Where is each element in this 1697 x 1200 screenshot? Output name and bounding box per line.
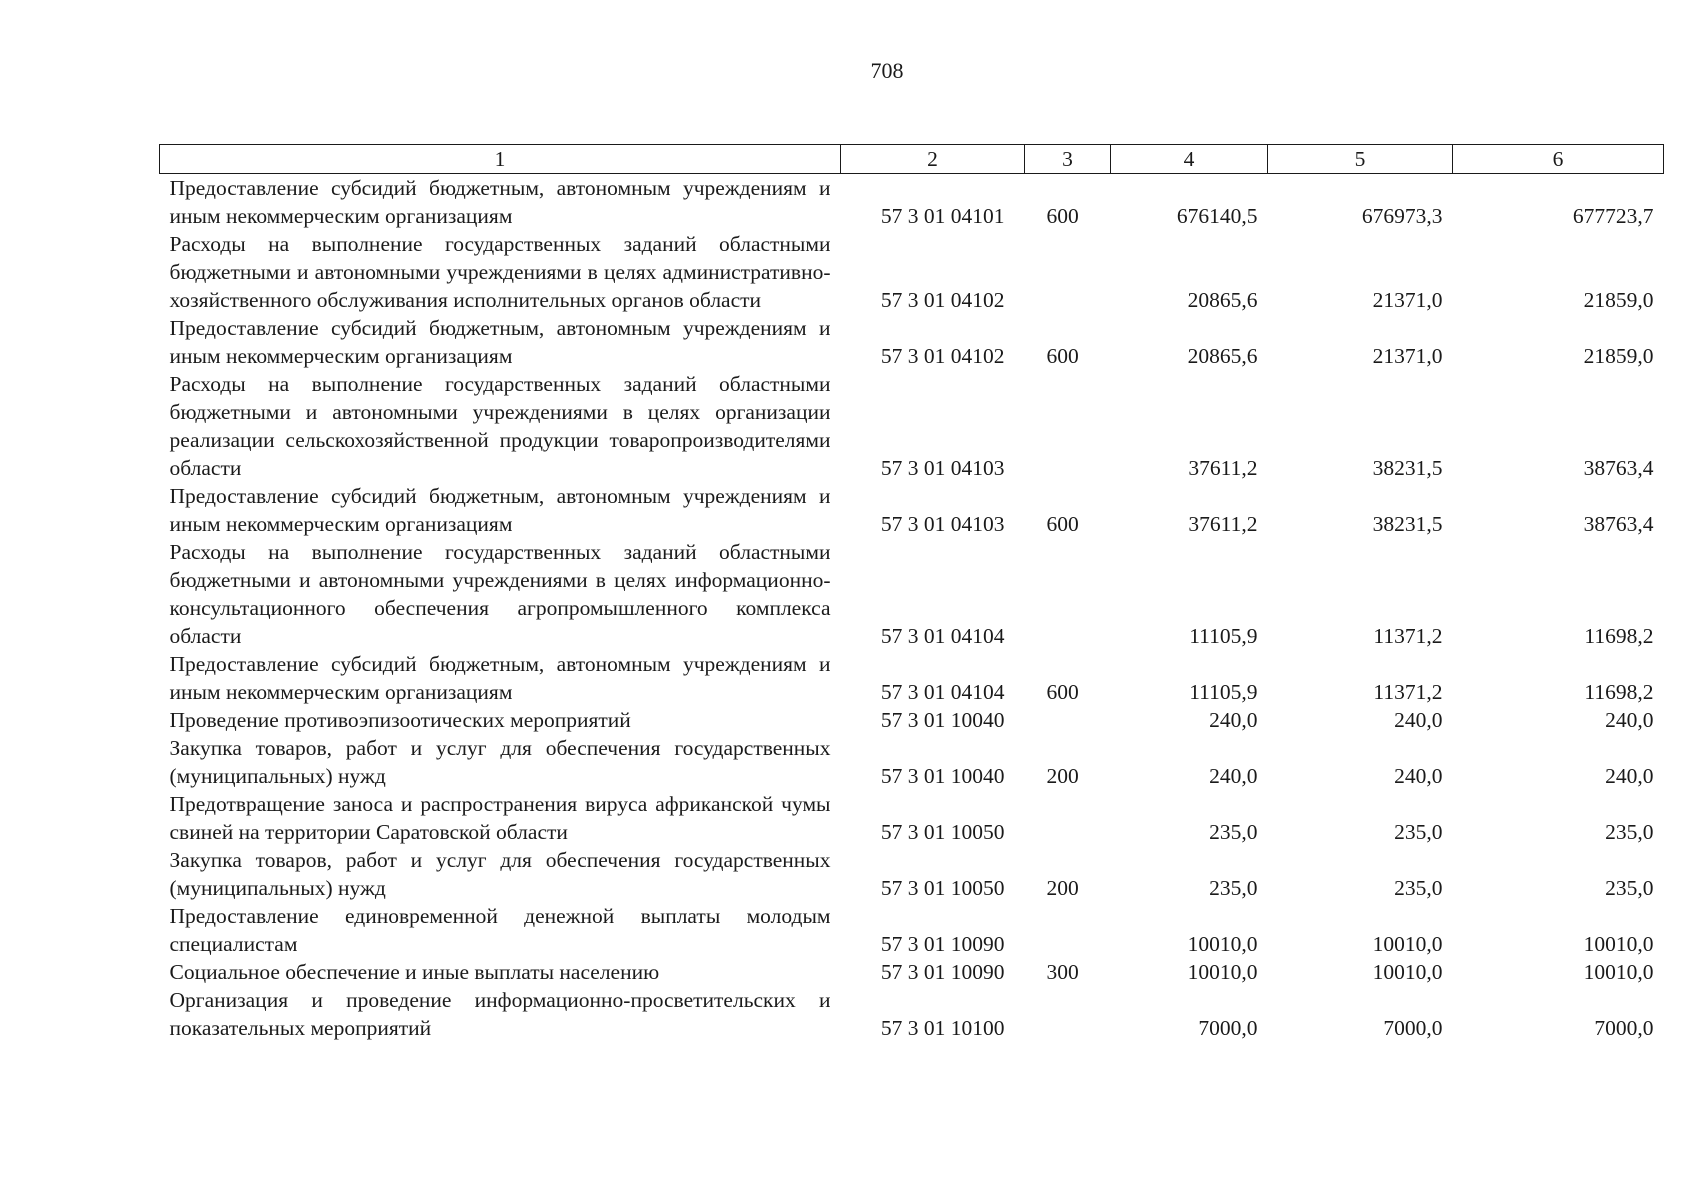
row-description: Предотвращение заноса и распространения вируса африканской чумы свиней на территории Саратовской области bbox=[169, 792, 831, 844]
column-header-6: 6 bbox=[1453, 145, 1664, 174]
row-value-6: 38763,4 bbox=[1583, 456, 1654, 480]
table-row bbox=[160, 958, 1664, 986]
row-value-6: 235,0 bbox=[1605, 876, 1654, 900]
row-value-6: 677723,7 bbox=[1572, 204, 1654, 228]
row-value-4: 10010,0 bbox=[1187, 932, 1258, 956]
row-description: Предоставление субсидий бюджетным, автономным учреждениям и иным некоммерческим организациям bbox=[169, 176, 831, 228]
table-row bbox=[160, 986, 1664, 1042]
row-code: 57 3 01 04102 bbox=[880, 344, 1005, 368]
row-value-4: 20865,6 bbox=[1187, 288, 1258, 312]
row-code: 57 3 01 10100 bbox=[880, 1016, 1005, 1040]
row-value-5: 240,0 bbox=[1394, 764, 1443, 788]
row-value-5: 11371,2 bbox=[1373, 624, 1443, 648]
row-value-6: 11698,2 bbox=[1584, 624, 1654, 648]
row-expense-type: 600 bbox=[1046, 344, 1079, 368]
row-value-4: 10010,0 bbox=[1187, 960, 1258, 984]
row-description: Расходы на выполнение государственных заданий областными бюджетными и автономными учреждениями в целях административно-хозяйственного обслуживания исполнительных органов области bbox=[169, 232, 831, 312]
row-code: 57 3 01 04102 bbox=[880, 288, 1005, 312]
page-number: 708 bbox=[870, 58, 904, 83]
row-value-6: 10010,0 bbox=[1583, 960, 1654, 984]
table-row bbox=[160, 734, 1664, 790]
table-body bbox=[160, 174, 1664, 1043]
row-code: 57 3 01 04104 bbox=[880, 624, 1005, 648]
row-code: 57 3 01 10050 bbox=[880, 876, 1005, 900]
row-value-5: 240,0 bbox=[1394, 708, 1443, 732]
table-row bbox=[160, 314, 1664, 370]
row-expense-type: 600 bbox=[1046, 512, 1079, 536]
row-value-4: 11105,9 bbox=[1189, 680, 1258, 704]
row-value-6: 240,0 bbox=[1605, 708, 1654, 732]
row-description: Предоставление субсидий бюджетным, автономным учреждениям и иным некоммерческим организациям bbox=[169, 484, 831, 536]
row-expense-type bbox=[1025, 230, 1111, 314]
row-value-6: 10010,0 bbox=[1583, 932, 1654, 956]
row-description: Расходы на выполнение государственных заданий областными бюджетными и автономными учреждениями в целях информационно-консультационного обеспечения агропромышленного комплекса области bbox=[169, 540, 831, 648]
row-value-5: 21371,0 bbox=[1372, 344, 1443, 368]
row-value-4: 37611,2 bbox=[1188, 456, 1258, 480]
row-value-5: 235,0 bbox=[1394, 820, 1443, 844]
row-code: 57 3 01 04103 bbox=[880, 512, 1005, 536]
row-expense-type bbox=[1025, 902, 1111, 958]
row-description: Предоставление единовременной денежной выплаты молодым специалистам bbox=[169, 904, 831, 956]
row-value-5: 38231,5 bbox=[1372, 456, 1443, 480]
row-value-5: 10010,0 bbox=[1372, 932, 1443, 956]
row-expense-type bbox=[1025, 706, 1111, 734]
row-value-6: 11698,2 bbox=[1584, 680, 1654, 704]
row-value-4: 240,0 bbox=[1209, 708, 1258, 732]
row-value-4: 235,0 bbox=[1209, 876, 1258, 900]
row-description: Социальное обеспечение и иные выплаты населению bbox=[169, 960, 660, 984]
row-description: Предоставление субсидий бюджетным, автономным учреждениям и иным некоммерческим организациям bbox=[169, 316, 831, 368]
row-value-5: 235,0 bbox=[1394, 876, 1443, 900]
row-value-4: 20865,6 bbox=[1187, 344, 1258, 368]
row-value-6: 235,0 bbox=[1605, 820, 1654, 844]
row-value-6: 21859,0 bbox=[1583, 288, 1654, 312]
column-header-4: 4 bbox=[1111, 145, 1268, 174]
row-expense-type: 200 bbox=[1046, 764, 1079, 788]
row-value-4: 235,0 bbox=[1209, 820, 1258, 844]
column-header-2: 2 bbox=[841, 145, 1025, 174]
row-description: Закупка товаров, работ и услуг для обеспечения государственных (муниципальных) нужд bbox=[169, 736, 831, 788]
table-row bbox=[160, 230, 1664, 314]
row-expense-type: 600 bbox=[1046, 680, 1079, 704]
row-description: Закупка товаров, работ и услуг для обеспечения государственных (муниципальных) нужд bbox=[169, 848, 831, 900]
table-row bbox=[160, 174, 1664, 231]
table-row bbox=[160, 482, 1664, 538]
table-row bbox=[160, 538, 1664, 650]
row-value-4: 37611,2 bbox=[1188, 512, 1258, 536]
row-value-5: 10010,0 bbox=[1372, 960, 1443, 984]
column-header-1: 1 bbox=[160, 145, 841, 174]
row-code: 57 3 01 10090 bbox=[880, 932, 1005, 956]
row-value-6: 21859,0 bbox=[1583, 344, 1654, 368]
row-code: 57 3 01 04103 bbox=[880, 456, 1005, 480]
column-header-3: 3 bbox=[1025, 145, 1111, 174]
row-code: 57 3 01 10040 bbox=[880, 708, 1005, 732]
row-code: 57 3 01 10050 bbox=[880, 820, 1005, 844]
row-description: Предоставление субсидий бюджетным, автономным учреждениям и иным некоммерческим организациям bbox=[169, 652, 831, 704]
table-row bbox=[160, 370, 1664, 482]
table-row bbox=[160, 790, 1664, 846]
row-code: 57 3 01 10090 bbox=[880, 960, 1005, 984]
row-expense-type: 600 bbox=[1046, 204, 1079, 228]
row-value-4: 676140,5 bbox=[1176, 204, 1258, 228]
budget-table bbox=[159, 144, 1664, 1042]
row-value-6: 38763,4 bbox=[1583, 512, 1654, 536]
row-expense-type bbox=[1025, 538, 1111, 650]
row-value-6: 7000,0 bbox=[1594, 1016, 1654, 1040]
table-row bbox=[160, 650, 1664, 706]
row-expense-type: 200 bbox=[1046, 876, 1079, 900]
row-expense-type bbox=[1025, 370, 1111, 482]
row-code: 57 3 01 04104 bbox=[880, 680, 1005, 704]
row-description: Организация и проведение информационно-просветительских и показательных мероприятий bbox=[169, 988, 831, 1040]
row-value-4: 11105,9 bbox=[1189, 624, 1258, 648]
row-value-4: 7000,0 bbox=[1198, 1016, 1258, 1040]
row-value-5: 7000,0 bbox=[1383, 1016, 1443, 1040]
row-value-5: 21371,0 bbox=[1372, 288, 1443, 312]
row-description: Расходы на выполнение государственных заданий областными бюджетными и автономными учреждениями в целях организации реализации сельскохозяйственной продукции товаропроизводителями области bbox=[169, 372, 831, 480]
row-expense-type: 300 bbox=[1046, 960, 1079, 984]
row-expense-type bbox=[1025, 790, 1111, 846]
table-header bbox=[160, 145, 1664, 174]
row-value-4: 240,0 bbox=[1209, 764, 1258, 788]
row-description: Проведение противоэпизоотических мероприятий bbox=[169, 708, 631, 732]
row-value-5: 676973,3 bbox=[1361, 204, 1443, 228]
row-value-5: 38231,5 bbox=[1372, 512, 1443, 536]
row-value-5: 11371,2 bbox=[1373, 680, 1443, 704]
table-row bbox=[160, 846, 1664, 902]
row-value-6: 240,0 bbox=[1605, 764, 1654, 788]
table-row bbox=[160, 902, 1664, 958]
row-code: 57 3 01 04101 bbox=[880, 204, 1005, 228]
header-row bbox=[160, 145, 1664, 174]
row-code: 57 3 01 10040 bbox=[880, 764, 1005, 788]
row-expense-type bbox=[1025, 986, 1111, 1042]
table-row bbox=[160, 706, 1664, 734]
column-header-5: 5 bbox=[1268, 145, 1453, 174]
